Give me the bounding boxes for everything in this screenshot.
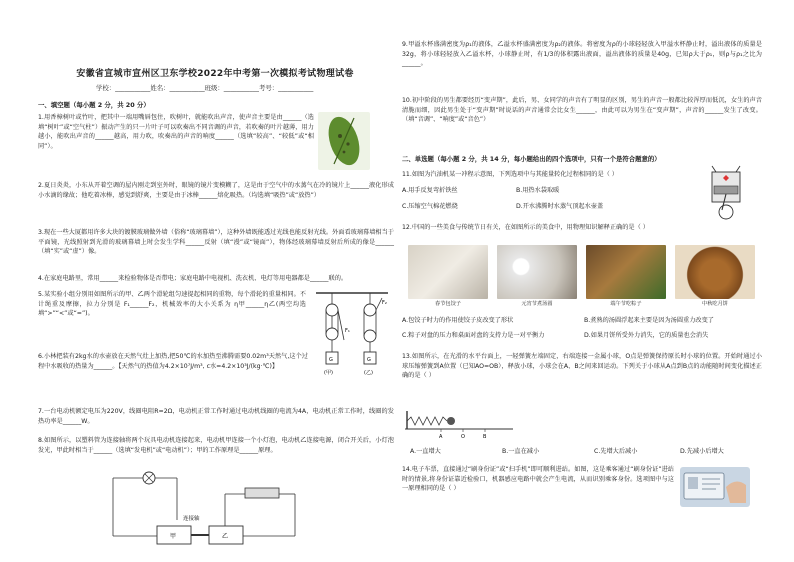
question-5: 5.某实验小组分别用如图所示的甲、乙两个滑轮组匀速提起相同的重物，每个滑轮的重量相同。不计绳重及摩擦，拉力分别是 F₁______F₂，机械效率的大小关系为 η甲______η乙(两空均选填“>”“<”或“=”)。: [38, 291, 306, 318]
leaf-icon: [318, 112, 370, 170]
q13-option-d[interactable]: D.先减小后增大: [680, 448, 724, 455]
q11-option-b[interactable]: B.用热水袋取暖: [516, 187, 560, 194]
q11-option-c[interactable]: C.压缩空气棉花燃烧: [402, 203, 458, 210]
zongzi-photo: [586, 245, 666, 299]
q13-option-a[interactable]: A.一直增大: [410, 448, 441, 455]
pulley-diagram: [312, 290, 392, 382]
question-10: 10.初中阶段的男生都要经历“变声期”，此后，男、女同学的声音有了明显的区别，男生的声音一般都比较浑厚而低沉，女生的声音清脆而细，因此男生处于“变声期”时说话的声音通常会比女生______，由此可以为男生在“变声期”，声音的______发生了改变。（填“音调”、“响度”或“音色”）: [402, 97, 762, 124]
caption-zongzi: 端午节吃粽子: [610, 301, 642, 307]
q11-option-a[interactable]: A.用手反复弯折铁丝: [402, 187, 458, 194]
q13-option-b[interactable]: B.一直在减小: [502, 448, 540, 455]
spring-diagram: [405, 407, 515, 441]
mooncake-photo: [675, 245, 755, 299]
section2-title: 二、单选题（每小题 2 分，共 14 分，每小题给出的四个选项中，只有一个是符合题意的）: [402, 155, 661, 163]
question-11: 11.如图为汽油机某一冲程示意图，下列选项中与其能量转化过程相同的是（ ）: [402, 171, 618, 178]
caption-dumplings: 春节包饺子: [435, 301, 461, 307]
question-4: 4.在家庭电路里，常用______来检验物体是否带电；家庭电路中电视机、洗衣机、电灯等用电器都是______联的。: [38, 275, 348, 282]
q12-option-a[interactable]: A.包饺子时力的作用使饺子皮改变了形状: [402, 317, 514, 324]
tangyuan-photo: [497, 245, 577, 299]
id-card-icon: [680, 467, 750, 507]
question-7: 7.一台电动机额定电压为220V，线圈电阻R=2Ω，电动机正常工作时通过电动机线圈的电流为4A，电动机正常工作时，线圈的发热功率是______W。: [38, 408, 394, 425]
spring-label-o: O: [461, 434, 465, 440]
q11-option-d[interactable]: D.开水沸腾时水蒸气顶起水壶盖: [516, 203, 604, 210]
id-card-reader-photo: [680, 467, 750, 507]
caption-tangyuan: 元宵节煮汤圆: [521, 301, 553, 307]
engine-icon: [698, 164, 754, 222]
question-8: 8.如图所示，以塑料管为连接轴将两个玩具电动机连接起来，电动机甲连接一个小灯泡，电动机乙连接电源，闭合开关后，小灯泡发光，甲此时相当于______（选填“发电机”或“电动机”）；甲的工作原理是______原理。: [38, 437, 394, 454]
question-1: 1.用香樟树叶或竹叶，把其中一端用嘴唇包住，吹树叶，就能吹出声音，使声音主要是由______（选填“树叶”或“空气柱”）振动产生的只一片叶子可以吹奏出不同音调的声音，若吹奏的叶片越薄，用力越小，能吹出声音的______越高，用力吹，吹奏出的声音的响度______（选填“较高”、“较低”或“相同”）。: [38, 114, 314, 150]
q12-option-b[interactable]: B.煮熟的汤圆浮起来主要是因为汤圆重力改变了: [584, 317, 714, 324]
question-6: 6.小林把装有2kg水的水壶放在天然气灶上加热,把50℃的水加热至沸腾需要0.02m³天然气,这个过程中水吸收的热量为______。【天然气的热值为4.2×10⁷J/m³, c水=4.2×10³J/(kg·℃)】: [38, 353, 308, 370]
pulley-icon: [312, 290, 392, 382]
question-14: 14.电子车票，直接通过“刷身份证”或“扫手机”即可顺利进站。如图，这是乘客通过“刷身份证”进站时的情景,将身份证靠近检验口，机器感应电路中就会产生电流，从而识别乘客身份。选项图中与这一原理相同的是（ ）: [402, 466, 674, 493]
motor-label-jia: 甲: [170, 533, 177, 540]
engine-diagram: [698, 164, 754, 222]
food-photos: [408, 245, 756, 307]
pulley-label-jia: (甲): [324, 370, 333, 376]
circuit-icon: [105, 456, 335, 556]
page-title: 安徽省宣城市宣州区卫东学校2022年中考第一次模拟考试物理试卷: [76, 69, 354, 79]
pulley-label-yi: (乙): [364, 370, 373, 376]
leaf-photo: [318, 112, 370, 170]
pulley-label-g1: G: [329, 357, 333, 363]
spring-label-a: A: [439, 434, 443, 440]
q12-option-c[interactable]: C.粽子对盘的压力和桌面对盘的支持力是一对平衡力: [402, 332, 545, 339]
question-12: 12.中国的一些美食与传统节日有关，在如图所示的美食中，用物理知识解释正确的是（ ）: [402, 224, 649, 231]
axle-label: 连接轴: [183, 516, 200, 522]
question-9: 9.甲溢水杯盛满密度为ρ₁的液体，乙溢水杯盛满密度为ρ₂的液体。将密度为ρ的小球轻轻放入甲溢水杯静止时，溢出液体的质量是32g，将小球轻轻放入乙溢水杯，小球静止时，有1/3的体积露出液面，溢出液体的质量是40g，已知ρ大于ρ₁，则ρ与ρ₁之比为______。: [402, 41, 762, 68]
question-2: 2.夏日炎炎，小东从开着空调的屋内刚走到室外时，眼镜的镜片变模糊了，这是由于空气中的水蒸气在冷的镜片上______液化形成小水滴的缘故；他吃着冰棒，感觉到舒爽，主要是由于冰棒______熔化吸热。（均选填“吸热”或“放热”）: [38, 182, 394, 199]
pulley-label-f1: F₁: [345, 328, 350, 334]
motor-label-yi: 乙: [222, 533, 229, 540]
spring-label-b: B: [483, 434, 487, 440]
pulley-label-g2: G: [367, 357, 371, 363]
motor-circuit-diagram: [105, 456, 335, 556]
pulley-label-f2: F₂: [382, 300, 387, 306]
section1-title: 一、填空题（每小题 2 分，共 20 分）: [38, 101, 150, 109]
dumplings-photo: [408, 245, 488, 299]
spring-icon: [405, 407, 515, 441]
caption-mooncake: 中秋吃月饼: [702, 301, 728, 307]
question-3: 3.现在一些大厦都用许多大块的镀膜玻璃做外墙（俗称“玻璃幕墙”），这种外墙既能透过光线也能反射光线。外面看玻璃幕墙相当于平面镜，光线照射到光滑的玻璃幕墙上时会发生学科______反射（填“漫”或“镜面”），物体经玻璃幕墙反射后所成的像是______（填“实”或“虚”）像。: [38, 229, 394, 256]
q12-option-d[interactable]: D.如果月饼所受外力消失，它的质量也会消失: [584, 332, 709, 339]
q13-option-c[interactable]: C.先增大后减小: [594, 448, 638, 455]
question-13: 13.如图所示，在光滑的水平台面上，一轻弹簧左端固定，右端连接一金属小球，O点是弹簧保持原长时小球的位置。开始时通过小球压缩弹簧到A位置（已知AO=OB），释放小球，小球会在A、B之间来回运动。下列关于小球从A点到B点的动能随时间变化描述正确的是（ ）: [402, 353, 762, 380]
student-info-line: 学校：___________姓名：___________班级：___________考号：___________: [96, 84, 314, 92]
